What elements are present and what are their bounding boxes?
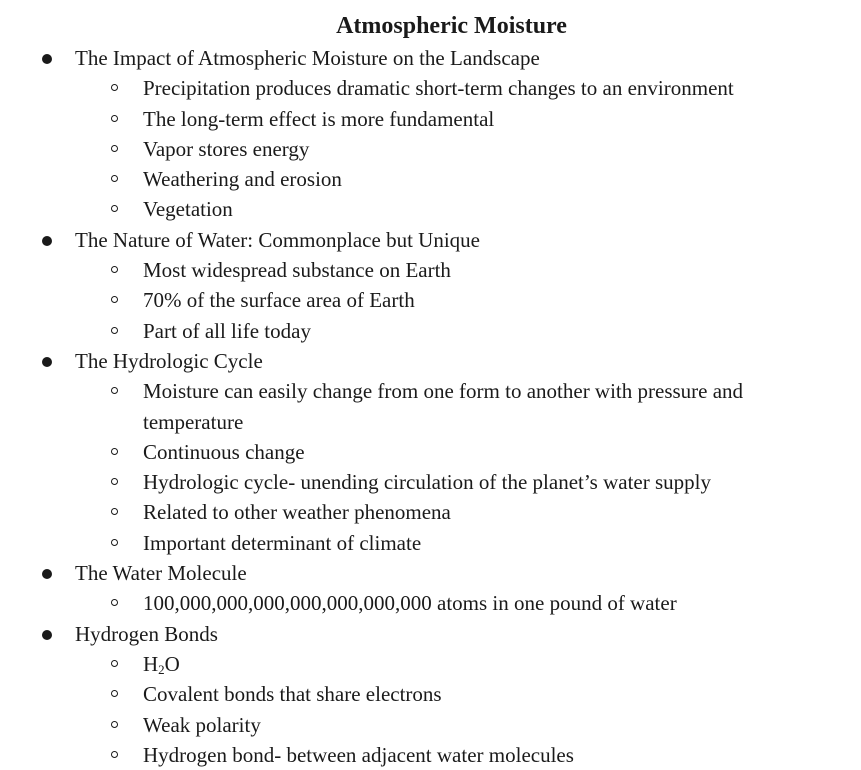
sub-list (0, 73, 861, 224)
hollow-bullet-icon (111, 175, 118, 182)
sub-item (0, 194, 861, 224)
filled-bullet-icon (42, 357, 52, 367)
filled-bullet-icon (42, 54, 52, 64)
hollow-bullet-icon (111, 387, 118, 394)
sub-item-text: Precipitation produces dramatic short-term changes to an environment (143, 76, 734, 101)
hollow-bullet-icon (111, 508, 118, 515)
outline-list (0, 43, 861, 770)
sub-list (0, 255, 861, 346)
hollow-bullet-icon (111, 478, 118, 485)
hollow-bullet-icon (111, 145, 118, 152)
hollow-bullet-icon (111, 660, 118, 667)
sub-item-text: Part of all life today (143, 318, 311, 343)
sub-item (0, 710, 861, 740)
formula-subscript: 2 (158, 661, 165, 677)
hollow-bullet-icon (111, 751, 118, 758)
sub-item-text: 100,000,000,000,000,000,000,000 atoms in one pound of water (143, 591, 677, 616)
sub-item-text: Hydrologic cycle- unending circulation of the planet’s water supply (143, 470, 711, 495)
sub-item (0, 437, 861, 467)
sub-item-text: Vapor stores energy (143, 136, 310, 161)
sub-item (0, 255, 861, 285)
hollow-bullet-icon (111, 205, 118, 212)
sub-item (0, 73, 861, 103)
formula-h2o (143, 652, 180, 676)
hollow-bullet-icon (111, 266, 118, 273)
hollow-bullet-icon (111, 296, 118, 303)
outline-item (0, 43, 861, 225)
hollow-bullet-icon (111, 327, 118, 334)
outline-item (0, 225, 861, 346)
filled-bullet-icon (42, 236, 52, 246)
sub-list (0, 588, 861, 618)
sub-item (0, 740, 861, 770)
hollow-bullet-icon (111, 448, 118, 455)
outline-heading: The Nature of Water: Commonplace but Unique (75, 227, 480, 252)
sub-item-text: Continuous change (143, 439, 305, 464)
outline-heading: Hydrogen Bonds (75, 621, 218, 646)
outline-heading: The Hydrologic Cycle (75, 348, 263, 373)
sub-item-text: Moisture can easily change from one form to another with pressure and temperature (143, 379, 744, 434)
sub-item (0, 679, 861, 709)
sub-item-text: Vegetation (143, 197, 233, 222)
hollow-bullet-icon (111, 84, 118, 91)
hollow-bullet-icon (111, 539, 118, 546)
filled-bullet-icon (42, 569, 52, 579)
sub-item (0, 467, 861, 497)
sub-item-text: Weathering and erosion (143, 167, 342, 192)
sub-item (0, 164, 861, 194)
outline-heading: The Impact of Atmospheric Moisture on the Landscape (75, 46, 540, 70)
formula-tail: O (164, 651, 180, 676)
sub-item (0, 104, 861, 134)
sub-list (0, 376, 861, 558)
hollow-bullet-icon (111, 115, 118, 122)
sub-item-text: Most widespread substance on Earth (143, 258, 451, 283)
outline-heading: The Water Molecule (75, 561, 247, 586)
outline-item (0, 346, 861, 558)
sub-item (0, 376, 861, 437)
sub-item-text: Hydrogen bond- between adjacent water molecules (143, 742, 574, 767)
sub-item (0, 134, 861, 164)
sub-item-text: Covalent bonds that share electrons (143, 682, 442, 707)
sub-item (0, 588, 861, 618)
sub-item (0, 528, 861, 558)
sub-item (0, 497, 861, 527)
outline-item (0, 619, 861, 770)
hollow-bullet-icon (111, 599, 118, 606)
hollow-bullet-icon (111, 721, 118, 728)
sub-item-formula (0, 649, 861, 679)
sub-item-text: The long-term effect is more fundamental (143, 106, 495, 131)
sub-item-text: Weak polarity (143, 712, 261, 737)
hollow-bullet-icon (111, 690, 118, 697)
sub-item-text: Important determinant of climate (143, 530, 422, 555)
sub-item (0, 285, 861, 315)
filled-bullet-icon (42, 630, 52, 640)
sub-item-text: Related to other weather phenomena (143, 500, 451, 525)
document-title: Atmospheric Moisture (336, 13, 567, 39)
sub-item-text: 70% of the surface area of Earth (143, 288, 415, 313)
outline-item (0, 558, 861, 619)
sub-list (0, 649, 861, 770)
sub-item (0, 316, 861, 346)
formula-base: H (143, 651, 159, 676)
